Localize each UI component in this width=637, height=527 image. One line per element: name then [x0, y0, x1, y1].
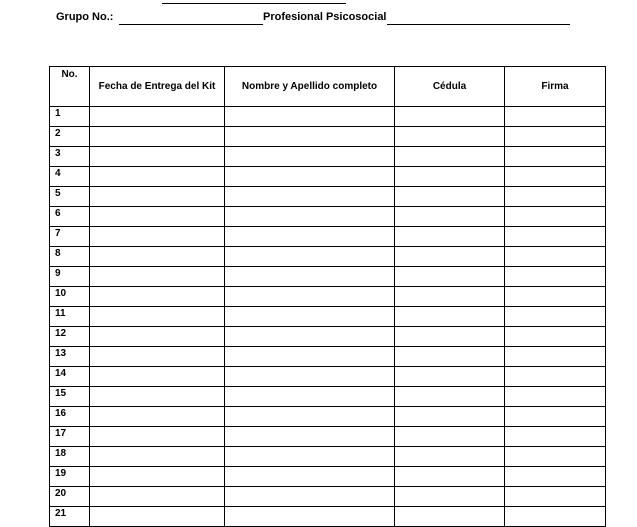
- table-row: [50, 147, 606, 167]
- row-number-cell: 14: [50, 367, 90, 387]
- row-number-cell: 10: [50, 287, 90, 307]
- signature-cell[interactable]: [505, 167, 606, 187]
- table-row: [50, 267, 606, 287]
- delivery-date-cell[interactable]: [90, 247, 225, 267]
- delivery-date-cell[interactable]: [90, 347, 225, 367]
- full-name-cell[interactable]: [225, 227, 395, 247]
- delivery-date-cell[interactable]: [90, 287, 225, 307]
- table-row: [50, 127, 606, 147]
- full-name-cell[interactable]: [225, 507, 395, 527]
- signature-cell[interactable]: [505, 387, 606, 407]
- full-name-cell[interactable]: [225, 127, 395, 147]
- table-row: [50, 507, 606, 527]
- delivery-date-cell[interactable]: [90, 367, 225, 387]
- id-number-cell[interactable]: [395, 227, 505, 247]
- signature-cell[interactable]: [505, 127, 606, 147]
- row-number-cell: 11: [50, 307, 90, 327]
- row-number-cell: 7: [50, 227, 90, 247]
- id-number-cell[interactable]: [395, 327, 505, 347]
- delivery-date-cell[interactable]: [90, 267, 225, 287]
- full-name-cell[interactable]: [225, 267, 395, 287]
- delivery-date-cell[interactable]: [90, 427, 225, 447]
- municipality-underline: [162, 3, 346, 4]
- signature-cell[interactable]: [505, 467, 606, 487]
- row-number-cell: 21: [50, 507, 90, 527]
- signature-cell[interactable]: [505, 347, 606, 367]
- column-header-signature: Firma: [505, 67, 606, 107]
- full-name-cell[interactable]: [225, 467, 395, 487]
- table-row: [50, 327, 606, 347]
- signature-cell[interactable]: [505, 487, 606, 507]
- signature-cell[interactable]: [505, 447, 606, 467]
- group-number-field[interactable]: [119, 24, 263, 25]
- delivery-date-cell[interactable]: [90, 487, 225, 507]
- id-number-cell[interactable]: [395, 487, 505, 507]
- row-number-cell: 3: [50, 147, 90, 167]
- id-number-cell[interactable]: [395, 347, 505, 367]
- id-number-cell[interactable]: [395, 187, 505, 207]
- delivery-date-cell[interactable]: [90, 387, 225, 407]
- delivery-date-cell[interactable]: [90, 307, 225, 327]
- column-header-full-name: Nombre y Apellido completo: [225, 67, 395, 107]
- signature-cell[interactable]: [505, 407, 606, 427]
- row-number-cell: 9: [50, 267, 90, 287]
- row-number-cell: 20: [50, 487, 90, 507]
- table-row: [50, 407, 606, 427]
- signature-cell[interactable]: [505, 187, 606, 207]
- full-name-cell[interactable]: [225, 107, 395, 127]
- delivery-date-cell[interactable]: [90, 107, 225, 127]
- table-row: [50, 187, 606, 207]
- row-number-cell: 16: [50, 407, 90, 427]
- id-number-cell[interactable]: [395, 467, 505, 487]
- column-header-delivery-date: Fecha de Entrega del Kit: [90, 67, 225, 107]
- signature-cell[interactable]: [505, 287, 606, 307]
- professional-label: Profesional Psicosocial: [263, 11, 387, 23]
- id-number-cell[interactable]: [395, 147, 505, 167]
- id-number-cell[interactable]: [395, 267, 505, 287]
- group-line: [56, 11, 576, 27]
- row-number-cell: 17: [50, 427, 90, 447]
- table-row: [50, 287, 606, 307]
- row-number-cell: 19: [50, 467, 90, 487]
- id-number-cell[interactable]: [395, 127, 505, 147]
- delivery-date-cell[interactable]: [90, 167, 225, 187]
- full-name-cell[interactable]: [225, 287, 395, 307]
- full-name-cell[interactable]: [225, 407, 395, 427]
- row-number-cell: 1: [50, 107, 90, 127]
- id-number-cell[interactable]: [395, 207, 505, 227]
- id-number-cell[interactable]: [395, 447, 505, 467]
- table-row: [50, 347, 606, 367]
- id-number-cell[interactable]: [395, 107, 505, 127]
- row-number-cell: 13: [50, 347, 90, 367]
- signature-cell[interactable]: [505, 207, 606, 227]
- signature-cell[interactable]: [505, 367, 606, 387]
- row-number-cell: 4: [50, 167, 90, 187]
- delivery-table: [49, 66, 606, 527]
- delivery-date-cell[interactable]: [90, 407, 225, 427]
- full-name-cell[interactable]: [225, 387, 395, 407]
- delivery-date-cell[interactable]: [90, 127, 225, 147]
- group-label: Grupo No.:: [56, 11, 114, 23]
- column-header-id-number: Cédula: [395, 67, 505, 107]
- table-row: [50, 307, 606, 327]
- full-name-cell[interactable]: [225, 367, 395, 387]
- full-name-cell[interactable]: [225, 427, 395, 447]
- id-number-cell[interactable]: [395, 287, 505, 307]
- table-row: [50, 427, 606, 447]
- row-number-cell: 5: [50, 187, 90, 207]
- row-number-cell: 12: [50, 327, 90, 347]
- table-row: [50, 227, 606, 247]
- id-number-cell[interactable]: [395, 507, 505, 527]
- id-number-cell[interactable]: [395, 247, 505, 267]
- signature-cell[interactable]: [505, 307, 606, 327]
- row-number-cell: 6: [50, 207, 90, 227]
- full-name-cell[interactable]: [225, 347, 395, 367]
- delivery-date-cell[interactable]: [90, 327, 225, 347]
- full-name-cell[interactable]: [225, 327, 395, 347]
- id-number-cell[interactable]: [395, 407, 505, 427]
- id-number-cell[interactable]: [395, 307, 505, 327]
- signature-cell[interactable]: [505, 267, 606, 287]
- row-number-cell: 15: [50, 387, 90, 407]
- row-number-cell: 8: [50, 247, 90, 267]
- table-row: [50, 167, 606, 187]
- signature-cell[interactable]: [505, 427, 606, 447]
- table-row: [50, 247, 606, 267]
- column-header-no: No.: [50, 67, 90, 107]
- professional-field[interactable]: [387, 24, 570, 25]
- signature-cell[interactable]: [505, 327, 606, 347]
- table-row: [50, 207, 606, 227]
- signature-cell[interactable]: [505, 227, 606, 247]
- delivery-date-cell[interactable]: [90, 207, 225, 227]
- delivery-date-cell[interactable]: [90, 227, 225, 247]
- delivery-date-cell[interactable]: [90, 447, 225, 467]
- table-row: [50, 447, 606, 467]
- delivery-date-cell[interactable]: [90, 187, 225, 207]
- signature-cell[interactable]: [505, 247, 606, 267]
- full-name-cell[interactable]: [225, 307, 395, 327]
- delivery-date-cell[interactable]: [90, 467, 225, 487]
- delivery-date-cell[interactable]: [90, 507, 225, 527]
- signature-cell[interactable]: [505, 507, 606, 527]
- full-name-cell[interactable]: [225, 487, 395, 507]
- signature-cell[interactable]: [505, 107, 606, 127]
- table-row: [50, 467, 606, 487]
- row-number-cell: 18: [50, 447, 90, 467]
- id-number-cell[interactable]: [395, 427, 505, 447]
- municipality-line: [56, 0, 346, 5]
- id-number-cell[interactable]: [395, 387, 505, 407]
- table-row: [50, 107, 606, 127]
- row-number-cell: 2: [50, 127, 90, 147]
- full-name-cell[interactable]: [225, 167, 395, 187]
- full-name-cell[interactable]: [225, 247, 395, 267]
- table-row: [50, 487, 606, 507]
- full-name-cell[interactable]: [225, 207, 395, 227]
- id-number-cell[interactable]: [395, 167, 505, 187]
- full-name-cell[interactable]: [225, 187, 395, 207]
- signature-cell[interactable]: [505, 147, 606, 167]
- table-row: [50, 367, 606, 387]
- full-name-cell[interactable]: [225, 147, 395, 167]
- table-header-row: [50, 67, 606, 107]
- table-row: [50, 387, 606, 407]
- id-number-cell[interactable]: [395, 367, 505, 387]
- full-name-cell[interactable]: [225, 447, 395, 467]
- delivery-date-cell[interactable]: [90, 147, 225, 167]
